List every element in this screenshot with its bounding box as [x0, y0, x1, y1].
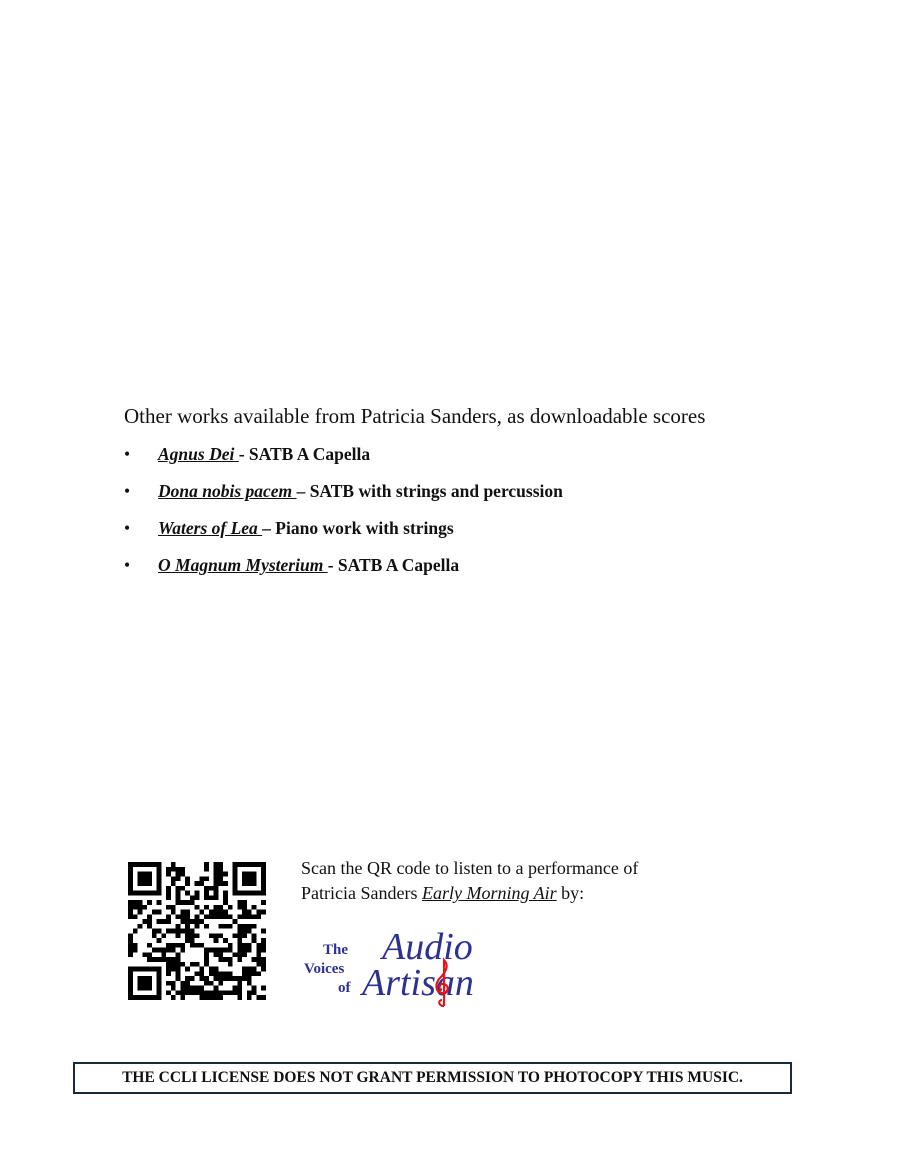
- bullet: •: [124, 518, 131, 538]
- work-item: [124, 555, 563, 592]
- work-title-link[interactable]: Dona nobis pacem: [158, 481, 297, 501]
- work-description: Piano work with strings: [270, 518, 454, 538]
- work-separator: –: [296, 481, 306, 501]
- work-item: [124, 444, 563, 481]
- treble-clef-icon: [434, 956, 452, 1010]
- scan-line-2-suffix: by:: [556, 883, 585, 903]
- work-item: [124, 481, 563, 518]
- bullet: •: [124, 444, 131, 464]
- scan-line-1: Scan the QR code to listen to a performance of: [301, 858, 639, 878]
- work-title-link[interactable]: Waters of Lea: [158, 518, 263, 538]
- scan-line-2: [301, 881, 638, 906]
- work-title-link[interactable]: Agnus Dei: [158, 444, 239, 464]
- work-title-link[interactable]: O Magnum Mysterium: [158, 555, 328, 575]
- piece-title-link[interactable]: Early Morning Air: [421, 883, 557, 903]
- work-description: SATB A Capella: [333, 555, 460, 575]
- ccli-notice: THE CCLI LICENSE DOES NOT GRANT PERMISSION TO PHOTOCOPY THIS MUSIC.: [73, 1062, 792, 1094]
- work-description: SATB A Capella: [244, 444, 371, 464]
- logo-the: The: [323, 942, 349, 958]
- scan-caption: [301, 856, 638, 906]
- work-description: SATB with strings and percussion: [305, 481, 563, 501]
- works-list: [124, 444, 563, 592]
- work-separator: -: [238, 444, 245, 464]
- work-item: [124, 518, 563, 555]
- logo-voices: Voices: [304, 961, 345, 977]
- logo-artisan: Artisan: [362, 962, 474, 1004]
- qr-code[interactable]: [128, 862, 266, 1000]
- bullet: •: [124, 481, 131, 501]
- scan-line-2-prefix: Patricia Sanders: [301, 883, 422, 903]
- work-separator: –: [262, 518, 271, 538]
- work-separator: -: [327, 555, 334, 575]
- intro-text: Other works available from Patricia Sanders, as downloadable scores: [124, 404, 706, 428]
- bullet: •: [124, 555, 131, 575]
- logo-of: of: [338, 980, 351, 996]
- logo-audio: Audio: [382, 926, 473, 968]
- audio-artisan-logo: [302, 926, 502, 1006]
